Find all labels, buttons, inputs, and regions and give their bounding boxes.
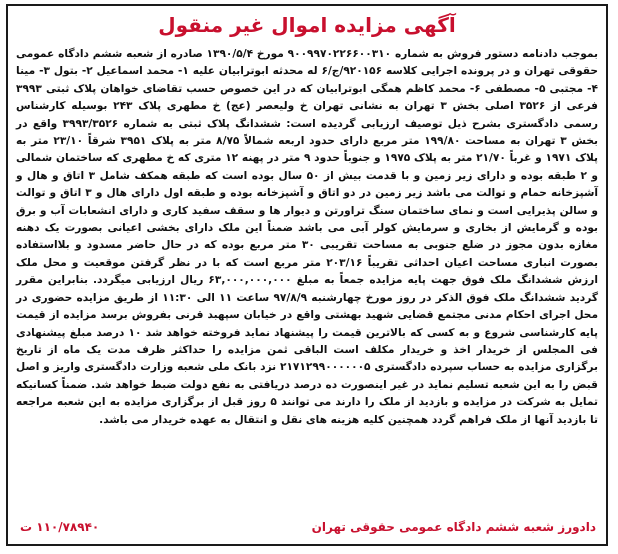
notice-frame <box>6 4 608 546</box>
notice-signature: دادورز شعبه ششم دادگاه عمومی حقوقی تهران <box>311 520 596 534</box>
notice-code: ۱۱۰/۷۸۹۴۰ ت <box>20 520 100 534</box>
notice-title: آگهی مزایده اموال غیر منقول <box>158 13 456 37</box>
notice-body: بموجب دادنامه دستور فروش به شماره ۹۰۰۹۹۷۰۲۲۶۶۰۰۳۱۰ مورخ ۱۳۹۰/۵/۴ صادره از شعبه ششم دادگاه عمومی حقوقی تهران و در پرونده اجرایی کلاسه ۹۲۰۱۵۶/ج/۶ له محدثه ابوترابیان علیه ۱- محمد اسماعیل ۲- بتول ۳- مینا ۴- مجتبی ۵- مصطفی ۶- محمد کاظم همگی ابوترابیان که در این خصوص حسب تقاضای خواهان پلاک ثبتی ۳۹۹۳ فرعی از ۳۵۲۶ اصلی بخش ۳ تهران به نشانی تهران خ ولیعصر (عج) خ مطهری پلاک ۲۴۳ بوسیله کارشناس رسمی دادگستری بشرح ذیل توصیف ارزیابی گردیده است: ششدانگ پلاک ثبتی به شماره ۳۹۹۳/۳۵۲۶ واقع در بخش ۳ تهران به مساحت ۱۹۹/۸۰ متر مربع دارای حدود اربعه شمالاً ۸/۷۵ متر به پلاک ۳۹۵۱ شرقاً ۲۳/۱۰ متر به پلاک ۱۹۷۱ و غرباً ۲۱/۷۰ متر به پلاک ۱۹۷۵ و جنوباً حدود ۹ متر در پهنه ۱۲ متری که خ مطهری که ساختمان شمالی و ۲ طبقه بوده و دارای زیر زمین و با قدمت بیش از ۵۰ سال بوده است که طبقه همکف شامل ۳ اتاق و هال و آشپزخانه حمام و توالت می باشد زیر زمین در دو اتاق و آشپزخانه بوده و طبقه اول دارای هال و ۳ اتاق و توالت و سالن پذیرایی است و نمای ساختمان سنگ تراورتن و دیوار ها و سقف سفید کاری و دارای انشعابات آب و برق بوده و گرمایش از بخاری و سرمایش کولر آبی می باشد ضمناً این ملک دارای بخشی اعیانی بصورت یک دهنه مغازه بدون مجوز در ضلع جنوبی به مساحت تقریبی ۳۰ متر مربع بوده که در حال حاضر مسدود و بلااستفاده بصورت انباری مساحت اعیان احداثی تقریباً ۲۰۳/۱۶ متر مربع است که با در نظر گرفتن موقعیت و محل ملک ارزش ششدانگ ملک فوق جهت پایه مزایده جمعاً به مبلغ ۶۳,۰۰۰,۰۰۰,۰۰۰ ریال ارزیابی میگردد. بنابراین مقرر گردید ششدانگ ملک فوق الذکر در روز مورخ چهارشنبه ۹۷/۸/۹ ساعت ۱۱ الی ۱۱:۳۰ از طریق مزایده حضوری در محل اجرای احکام مدنی مجتمع قضایی شهید بهشتی واقع در خیابان سپهبد قرنی بفروش برسد مزایده از قیمت پایه کارشناسی شروع و به کسی که بالاترین قیمت را پیشنهاد نماید فروخته خواهد شد ۱۰ درصد مبلغ پیشنهادی فی المجلس از خریدار اخذ و خریدار مکلف است الباقی ثمن مزایده را حداکثر ظرف مدت یک ماه از تاریخ برگزاری مزایده به حساب سپرده دادگستری ۲۱۷۱۲۹۹۰۰۰۰۰۰۵ نزد بانک ملی شعبه وزارت دادگستری واریز و اصل قبض را به این شعبه تسلیم نماید در غیر اینصورت ده درصد دریافتی به نفع دولت ضبط خواهد شد. ضمناً کسانیکه تمایل به شرکت در مزایده و بازدید از ملک را دارند می توانند ۵ روز قبل از برگزاری مزایده به این شعبه مراجعه تا بازدید آنها از ملک فراهم گردد همچنین کلیه هزینه های نقل و انتقال به عهده خریدار می باشد. <box>16 48 599 426</box>
